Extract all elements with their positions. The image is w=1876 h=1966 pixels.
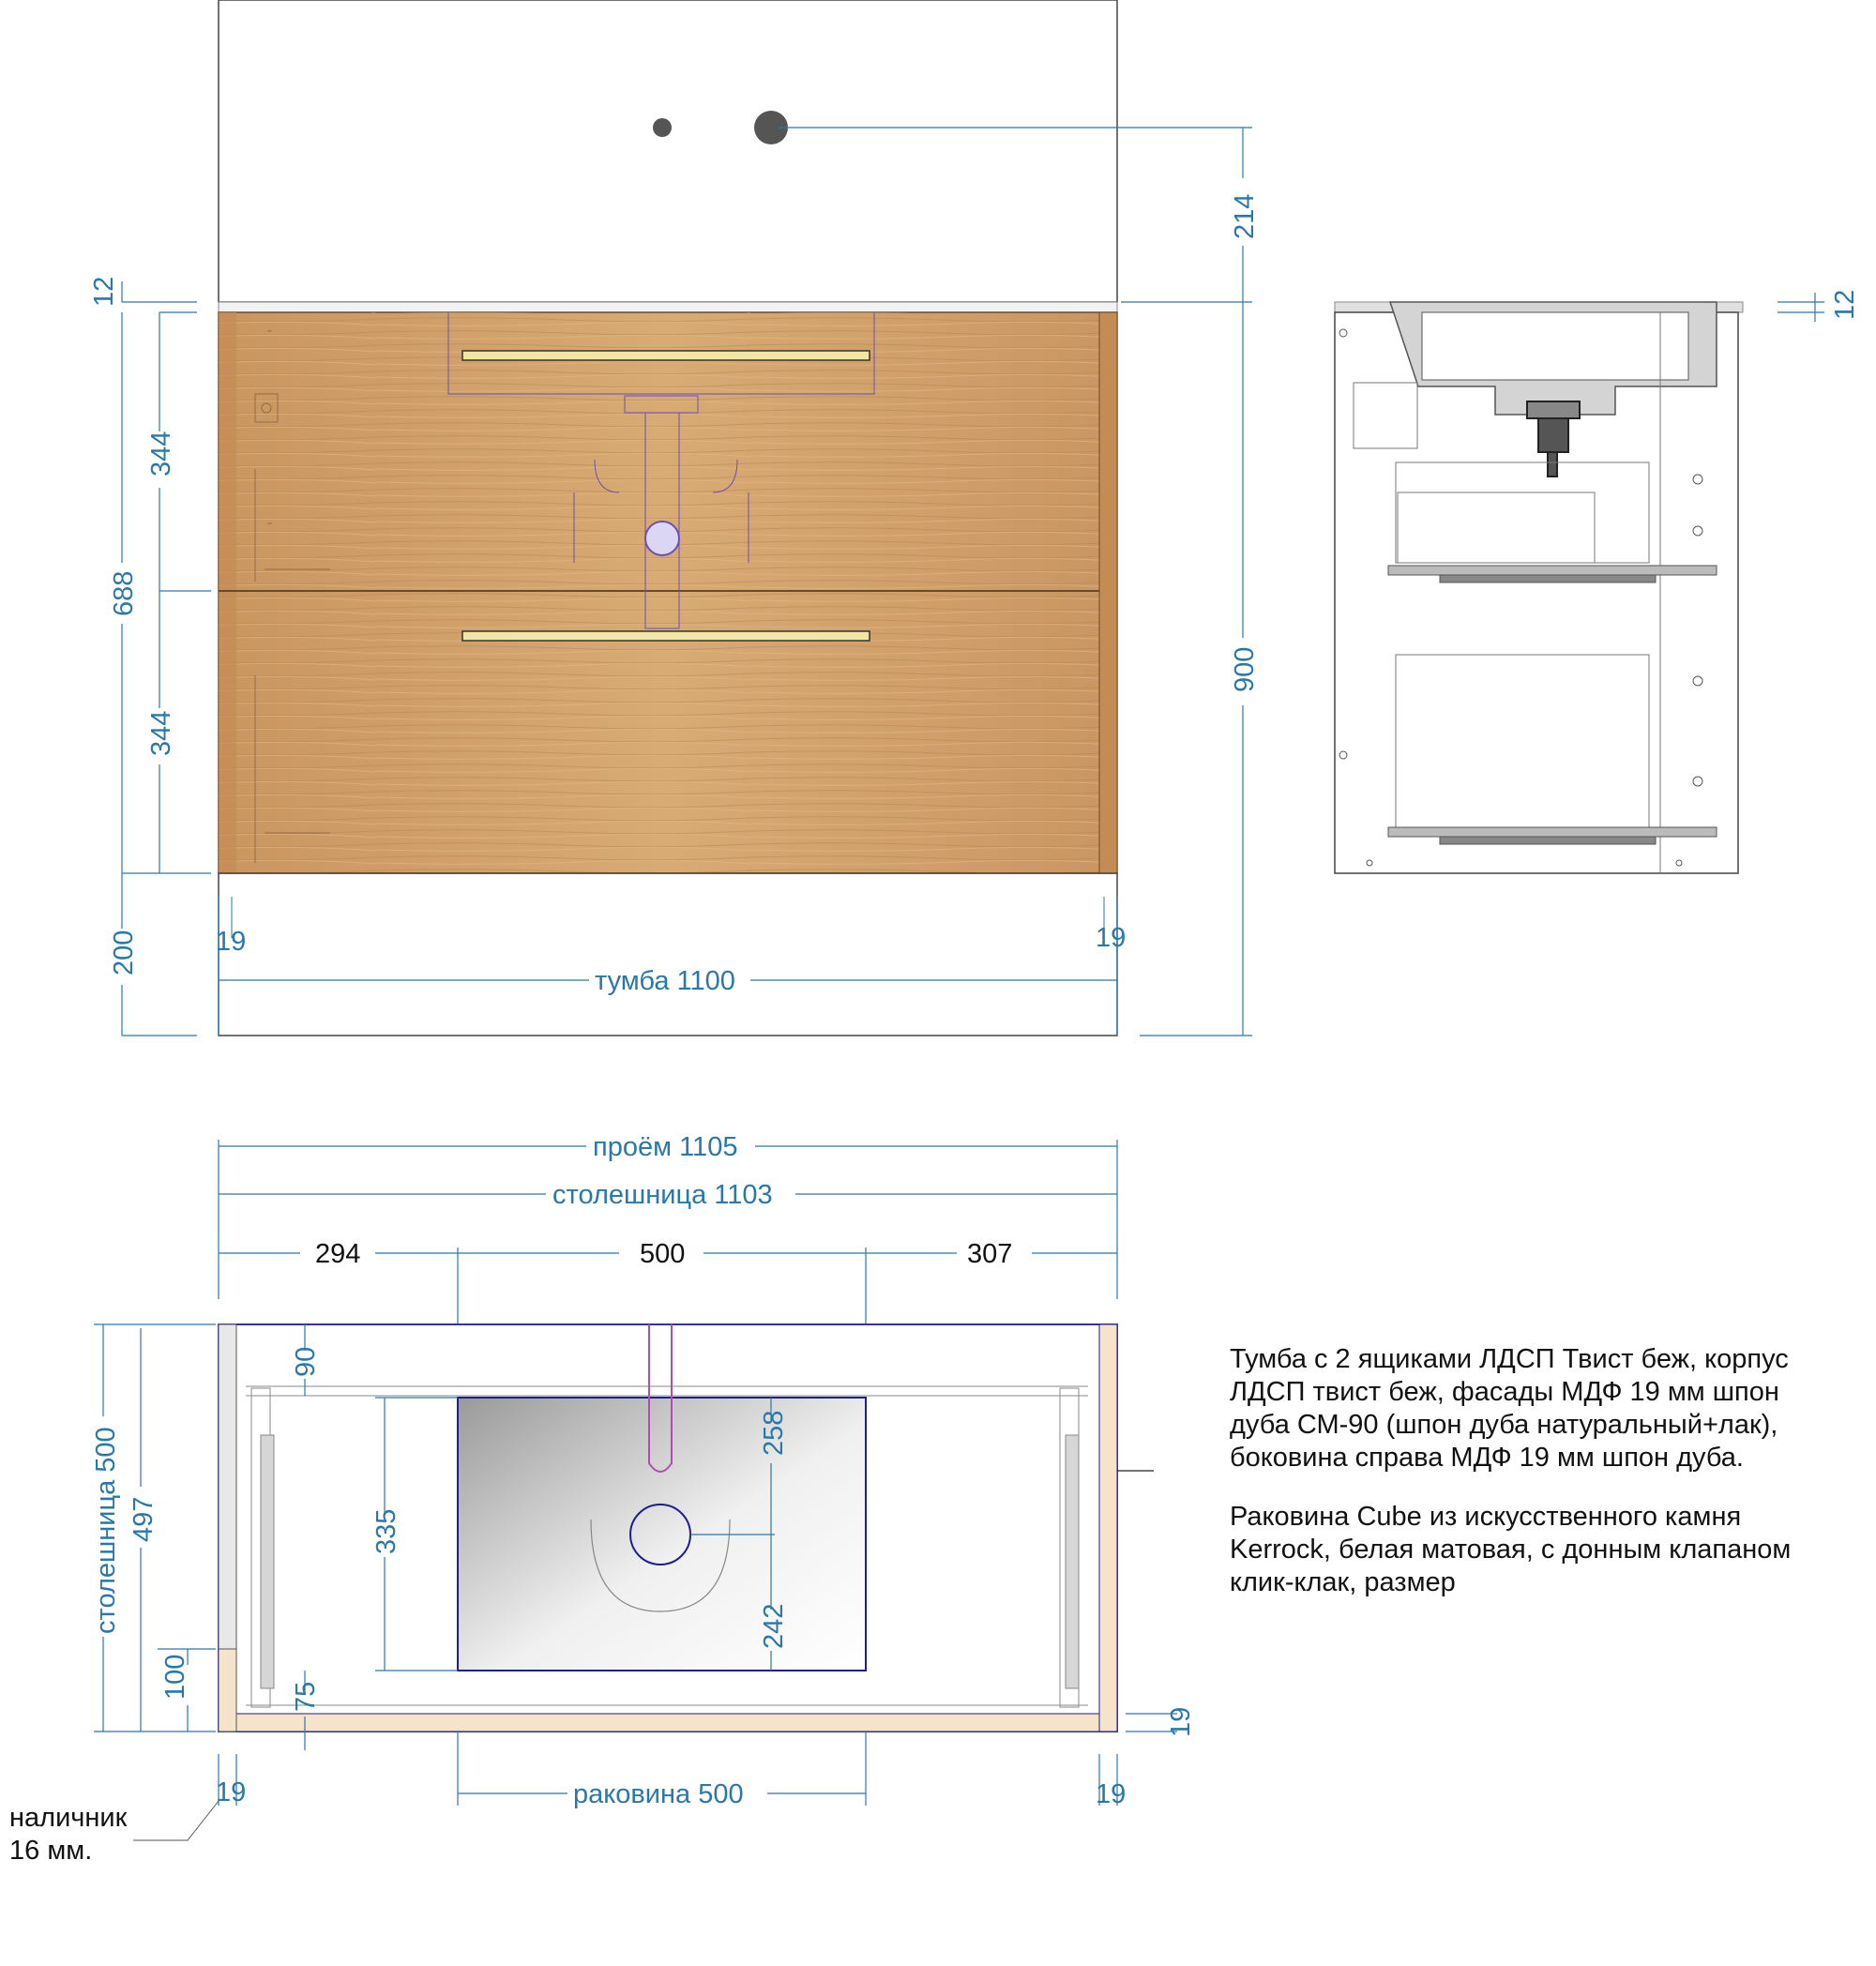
dim-335: 335 xyxy=(371,1508,401,1554)
dim-19-right-bottom: 19 xyxy=(1096,1779,1127,1809)
dim-688: 688 xyxy=(109,570,139,616)
dim-214: 214 xyxy=(1230,193,1260,239)
dim-19-right-side: 19 xyxy=(1166,1706,1196,1737)
dim-sink-width: раковина 500 xyxy=(573,1779,744,1809)
trim-note xyxy=(9,1802,127,1868)
right-side-panel xyxy=(1099,312,1117,873)
dim-200: 200 xyxy=(109,930,139,975)
description-para-2: Раковина Cube из искусственного камня Kerrock, белая матовая, с донным клапаном клик-клак, размер xyxy=(1230,1502,1792,1597)
plan-front-strip xyxy=(236,1714,1099,1732)
handle-lower xyxy=(462,631,870,641)
description-block xyxy=(1230,1343,1868,1599)
dim-344-upper: 344 xyxy=(146,431,176,476)
dim-90: 90 xyxy=(291,1346,321,1377)
description-para-1: Тумба с 2 ящиками ЛДСП Твист беж, корпус ЛДСП твист беж, фасады МДФ 19 мм шпон дуба СМ-90 (шпон дуба натуральный+лак), боковина справа МДФ 19 мм шпон дуба. xyxy=(1230,1344,1789,1473)
handle-upper xyxy=(462,351,870,360)
plan-right-strip xyxy=(1099,1324,1117,1732)
dim-500-center: 500 xyxy=(640,1239,686,1269)
dim-497: 497 xyxy=(129,1496,159,1542)
wood-grain xyxy=(219,312,1117,873)
trim-note-text: наличник 16 мм. xyxy=(9,1803,128,1866)
left-edge xyxy=(219,312,236,873)
plan-left-strip xyxy=(219,1324,236,1649)
drain-outlet xyxy=(645,522,679,555)
dim-12-front: 12 xyxy=(89,276,119,307)
sink-bowl xyxy=(1422,312,1688,380)
side-12-dimension xyxy=(1778,293,1824,322)
dim-294: 294 xyxy=(315,1239,361,1269)
countertop-slab xyxy=(219,302,1117,312)
dim-900: 900 xyxy=(1230,646,1260,692)
dim-75: 75 xyxy=(291,1681,321,1712)
top-view xyxy=(91,1132,1196,1840)
dim-19-left-front: 19 xyxy=(216,927,247,957)
dim-opening: проём 1105 xyxy=(593,1132,738,1162)
dim-100: 100 xyxy=(160,1654,190,1700)
dim-307: 307 xyxy=(967,1239,1013,1269)
wall-panel xyxy=(219,0,1117,302)
side-view xyxy=(1335,290,1860,873)
plinth-area xyxy=(219,873,1117,1036)
tap-hole-small xyxy=(653,118,672,137)
dim-344-lower: 344 xyxy=(146,710,176,756)
front-left-dimensions xyxy=(122,281,211,1036)
dim-258: 258 xyxy=(759,1410,789,1456)
dim-12-side: 12 xyxy=(1830,289,1860,320)
trim-leader xyxy=(133,1801,219,1840)
dim-countertop-depth: столешница 500 xyxy=(91,1427,121,1634)
dim-242: 242 xyxy=(759,1603,789,1649)
sink-top xyxy=(458,1398,866,1671)
dim-countertop-width: столешница 1103 xyxy=(552,1180,773,1210)
dim-19-left-bottom: 19 xyxy=(216,1777,247,1807)
dim-cabinet-width: тумба 1100 xyxy=(595,966,735,996)
front-view xyxy=(89,0,1260,1036)
plan-left-trim xyxy=(219,1649,236,1732)
dim-19-right-front: 19 xyxy=(1096,923,1127,953)
